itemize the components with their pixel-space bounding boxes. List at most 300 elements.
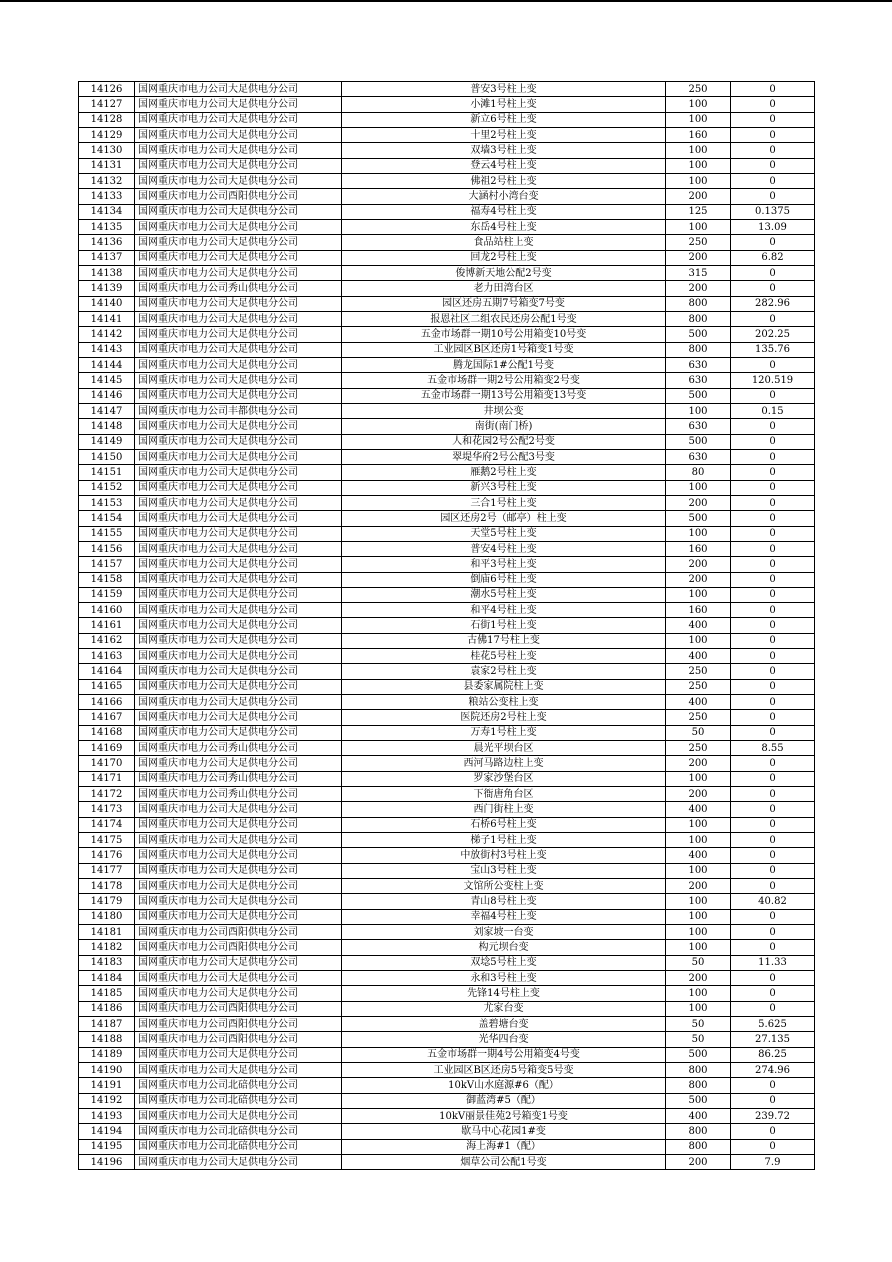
capacity-cell: 100 [666,833,731,848]
transformer-name-cell: 小滩1号柱上变 [342,97,666,112]
value-cell: 202.25 [731,327,815,342]
transformer-name-cell: 五金市场群一期13号公用箱变13号变 [342,388,666,403]
capacity-cell: 100 [666,1001,731,1016]
table-row [79,787,815,802]
value-cell: 86.25 [731,1047,815,1062]
table-row [79,112,815,127]
company-cell: 国网重庆市电力公司大足供电分公司 [135,158,342,173]
row-id-cell: 14129 [79,127,135,142]
transformer-name-cell: 石桥6号柱上变 [342,817,666,832]
company-cell: 国网重庆市电力公司大足供电分公司 [135,848,342,863]
table-row [79,388,815,403]
table-row [79,1139,815,1154]
value-cell: 6.82 [731,250,815,265]
row-id-cell: 14144 [79,357,135,372]
transformer-name-cell: 西门街柱上变 [342,802,666,817]
table-row [79,1093,815,1108]
value-cell: 0 [731,787,815,802]
table-row [79,695,815,710]
row-id-cell: 14143 [79,342,135,357]
company-cell: 国网重庆市电力公司酉阳供电分公司 [135,1001,342,1016]
company-cell: 国网重庆市电力公司秀山供电分公司 [135,741,342,756]
transformer-name-cell: 文馆所公变柱上变 [342,879,666,894]
table-row [79,158,815,173]
table-row [79,511,815,526]
table-row [79,495,815,510]
transformer-name-cell: 永和3号柱上变 [342,971,666,986]
capacity-cell: 630 [666,449,731,464]
row-id-cell: 14162 [79,633,135,648]
table-row [79,771,815,786]
company-cell: 国网重庆市电力公司大足供电分公司 [135,296,342,311]
transformer-name-cell: 10kV山水庭源#6（配） [342,1078,666,1093]
value-cell: 0 [731,940,815,955]
row-id-cell: 14156 [79,541,135,556]
transformer-name-cell: 天堂5号柱上变 [342,526,666,541]
value-cell: 0 [731,235,815,250]
company-cell: 国网重庆市电力公司大足供电分公司 [135,633,342,648]
table-row [79,1078,815,1093]
value-cell: 0 [731,189,815,204]
row-id-cell: 14171 [79,771,135,786]
company-cell: 国网重庆市电力公司大足供电分公司 [135,373,342,388]
transformer-name-cell: 工业园区B区还房1号箱变1号变 [342,342,666,357]
value-cell: 0 [731,97,815,112]
transformer-name-cell: 翠堤华府2号公配3号变 [342,449,666,464]
row-id-cell: 14157 [79,557,135,572]
transformer-name-cell: 雁鹅2号柱上变 [342,465,666,480]
transformer-name-cell: 尤家台变 [342,1001,666,1016]
table-row [79,1001,815,1016]
row-id-cell: 14135 [79,219,135,234]
table-row [79,127,815,142]
row-id-cell: 14193 [79,1108,135,1123]
transformer-name-cell: 双埝5号柱上变 [342,955,666,970]
capacity-cell: 100 [666,403,731,418]
transformer-name-cell: 10kV丽景佳苑2号箱变1号变 [342,1108,666,1123]
transformer-name-cell: 十里2号柱上变 [342,127,666,142]
table-row [79,909,815,924]
company-cell: 国网重庆市电力公司大足供电分公司 [135,986,342,1001]
transformer-name-cell: 和平3号柱上变 [342,557,666,572]
table-row [79,833,815,848]
value-cell: 0 [731,603,815,618]
row-id-cell: 14163 [79,649,135,664]
table-row [79,725,815,740]
company-cell: 国网重庆市电力公司大足供电分公司 [135,710,342,725]
transformer-name-cell: 五金市场群一期10号公用箱变10号变 [342,327,666,342]
value-cell: 0 [731,511,815,526]
value-cell: 40.82 [731,894,815,909]
capacity-cell: 100 [666,526,731,541]
value-cell: 0 [731,802,815,817]
transformer-name-cell: 县委家属院柱上变 [342,679,666,694]
table-row [79,986,815,1001]
row-id-cell: 14179 [79,894,135,909]
table-row [79,1154,815,1169]
capacity-cell: 400 [666,695,731,710]
table-row [79,296,815,311]
value-cell: 0 [731,419,815,434]
row-id-cell: 14189 [79,1047,135,1062]
value-cell: 0 [731,817,815,832]
row-id-cell: 14188 [79,1032,135,1047]
transformer-name-cell: 倒庙6号柱上变 [342,572,666,587]
capacity-cell: 800 [666,1139,731,1154]
value-cell: 239.72 [731,1108,815,1123]
transformer-name-cell: 青山8号柱上变 [342,894,666,909]
transformer-name-cell: 回龙2号柱上变 [342,250,666,265]
value-cell: 27.135 [731,1032,815,1047]
transformer-name-cell: 腾龙国际1#公配1号变 [342,357,666,372]
table-row [79,143,815,158]
row-id-cell: 14151 [79,465,135,480]
company-cell: 国网重庆市电力公司北碚供电分公司 [135,1078,342,1093]
capacity-cell: 400 [666,802,731,817]
row-id-cell: 14130 [79,143,135,158]
value-cell: 0 [731,265,815,280]
value-cell: 0 [731,909,815,924]
row-id-cell: 14185 [79,986,135,1001]
row-id-cell: 14152 [79,480,135,495]
company-cell: 国网重庆市电力公司大足供电分公司 [135,756,342,771]
company-cell: 国网重庆市电力公司大足供电分公司 [135,833,342,848]
value-cell: 0 [731,1124,815,1139]
data-table-container [78,81,814,1170]
table-row [79,189,815,204]
row-id-cell: 14154 [79,511,135,526]
value-cell: 0 [731,695,815,710]
value-cell: 120.519 [731,373,815,388]
table-row [79,1108,815,1123]
table-row [79,587,815,602]
top-rule [0,0,892,2]
table-row [79,357,815,372]
table-row [79,557,815,572]
table-row [79,82,815,97]
row-id-cell: 14160 [79,603,135,618]
capacity-cell: 500 [666,1093,731,1108]
table-row [79,434,815,449]
company-cell: 国网重庆市电力公司大足供电分公司 [135,695,342,710]
row-id-cell: 14167 [79,710,135,725]
table-row [79,480,815,495]
company-cell: 国网重庆市电力公司大足供电分公司 [135,909,342,924]
company-cell: 国网重庆市电力公司大足供电分公司 [135,679,342,694]
company-cell: 国网重庆市电力公司北碚供电分公司 [135,1093,342,1108]
row-id-cell: 14183 [79,955,135,970]
transformer-name-cell: 人和花园2号公配2号变 [342,434,666,449]
transformer-name-cell: 俊博新天地公配2号变 [342,265,666,280]
capacity-cell: 100 [666,143,731,158]
transformer-name-cell: 南街(南门桥) [342,419,666,434]
company-cell: 国网重庆市电力公司秀山供电分公司 [135,787,342,802]
value-cell: 0 [731,173,815,188]
transformer-name-cell: 食品站柱上变 [342,235,666,250]
company-cell: 国网重庆市电力公司大足供电分公司 [135,557,342,572]
capacity-cell: 250 [666,235,731,250]
value-cell: 0 [731,541,815,556]
value-cell: 0 [731,465,815,480]
value-cell: 0 [731,480,815,495]
company-cell: 国网重庆市电力公司大足供电分公司 [135,235,342,250]
company-cell: 国网重庆市电力公司大足供电分公司 [135,1063,342,1078]
capacity-cell: 100 [666,158,731,173]
capacity-cell: 100 [666,173,731,188]
value-cell: 0 [731,281,815,296]
capacity-cell: 200 [666,189,731,204]
capacity-cell: 100 [666,97,731,112]
capacity-cell: 500 [666,1047,731,1062]
capacity-cell: 400 [666,1108,731,1123]
company-cell: 国网重庆市电力公司大足供电分公司 [135,357,342,372]
company-cell: 国网重庆市电力公司大足供电分公司 [135,802,342,817]
row-id-cell: 14172 [79,787,135,802]
value-cell: 0 [731,879,815,894]
table-row [79,327,815,342]
row-id-cell: 14159 [79,587,135,602]
company-cell: 国网重庆市电力公司大足供电分公司 [135,541,342,556]
table-row [79,802,815,817]
company-cell: 国网重庆市电力公司北碚供电分公司 [135,1139,342,1154]
capacity-cell: 100 [666,112,731,127]
row-id-cell: 14150 [79,449,135,464]
value-cell: 0 [731,925,815,940]
company-cell: 国网重庆市电力公司大足供电分公司 [135,204,342,219]
transformer-name-cell: 三合1号柱上变 [342,495,666,510]
row-id-cell: 14142 [79,327,135,342]
table-row [79,281,815,296]
company-cell: 国网重庆市电力公司大足供电分公司 [135,572,342,587]
transformer-name-cell: 井坝公变 [342,403,666,418]
data-table [78,81,815,1170]
table-row [79,403,815,418]
transformer-name-cell: 宝山3号柱上变 [342,863,666,878]
table-row [79,817,815,832]
transformer-name-cell: 幸福4号柱上变 [342,909,666,924]
transformer-name-cell: 海上海#1（配） [342,1139,666,1154]
value-cell: 0 [731,679,815,694]
value-cell: 0 [731,112,815,127]
row-id-cell: 14132 [79,173,135,188]
company-cell: 国网重庆市电力公司大足供电分公司 [135,603,342,618]
capacity-cell: 200 [666,495,731,510]
company-cell: 国网重庆市电力公司大足供电分公司 [135,817,342,832]
capacity-cell: 125 [666,204,731,219]
transformer-name-cell: 园区还房五期7号箱变7号变 [342,296,666,311]
company-cell: 国网重庆市电力公司大足供电分公司 [135,465,342,480]
row-id-cell: 14187 [79,1017,135,1032]
transformer-name-cell: 万寿1号柱上变 [342,725,666,740]
value-cell: 135.76 [731,342,815,357]
value-cell: 0 [731,449,815,464]
value-cell: 0 [731,633,815,648]
transformer-name-cell: 桂花5号柱上变 [342,649,666,664]
capacity-cell: 50 [666,1017,731,1032]
row-id-cell: 14138 [79,265,135,280]
transformer-name-cell: 西河马路边柱上变 [342,756,666,771]
transformer-name-cell: 老力田湾台区 [342,281,666,296]
table-body [79,82,815,1170]
row-id-cell: 14147 [79,403,135,418]
transformer-name-cell: 粮站公变柱上变 [342,695,666,710]
company-cell: 国网重庆市电力公司酉阳供电分公司 [135,1032,342,1047]
value-cell: 0 [731,388,815,403]
row-id-cell: 14184 [79,971,135,986]
company-cell: 国网重庆市电力公司酉阳供电分公司 [135,189,342,204]
company-cell: 国网重庆市电力公司大足供电分公司 [135,327,342,342]
company-cell: 国网重庆市电力公司大足供电分公司 [135,250,342,265]
capacity-cell: 200 [666,250,731,265]
row-id-cell: 14169 [79,741,135,756]
table-row [79,250,815,265]
row-id-cell: 14134 [79,204,135,219]
transformer-name-cell: 大涵村小湾台变 [342,189,666,204]
transformer-name-cell: 医院还房2号柱上变 [342,710,666,725]
row-id-cell: 14175 [79,833,135,848]
row-id-cell: 14128 [79,112,135,127]
transformer-name-cell: 先锋14号柱上变 [342,986,666,1001]
company-cell: 国网重庆市电力公司秀山供电分公司 [135,771,342,786]
company-cell: 国网重庆市电力公司大足供电分公司 [135,219,342,234]
row-id-cell: 14181 [79,925,135,940]
row-id-cell: 14195 [79,1139,135,1154]
value-cell: 0 [731,587,815,602]
capacity-cell: 100 [666,909,731,924]
transformer-name-cell: 梯子1号柱上变 [342,833,666,848]
value-cell: 0 [731,1001,815,1016]
company-cell: 国网重庆市电力公司大足供电分公司 [135,265,342,280]
table-row [79,311,815,326]
value-cell: 0 [731,848,815,863]
value-cell: 0 [731,833,815,848]
company-cell: 国网重庆市电力公司大足供电分公司 [135,955,342,970]
table-row [79,863,815,878]
company-cell: 国网重庆市电力公司大足供电分公司 [135,618,342,633]
table-row [79,940,815,955]
value-cell: 0 [731,158,815,173]
capacity-cell: 250 [666,741,731,756]
row-id-cell: 14176 [79,848,135,863]
value-cell: 0 [731,1093,815,1108]
value-cell: 0 [731,725,815,740]
transformer-name-cell: 普安3号柱上变 [342,82,666,97]
table-row [79,419,815,434]
company-cell: 国网重庆市电力公司酉阳供电分公司 [135,940,342,955]
row-id-cell: 14153 [79,495,135,510]
capacity-cell: 50 [666,955,731,970]
row-id-cell: 14180 [79,909,135,924]
table-row [79,235,815,250]
capacity-cell: 800 [666,1124,731,1139]
table-row [79,373,815,388]
transformer-name-cell: 登云4号柱上变 [342,158,666,173]
value-cell: 0 [731,971,815,986]
capacity-cell: 630 [666,357,731,372]
transformer-name-cell: 构元坝台变 [342,940,666,955]
capacity-cell: 500 [666,434,731,449]
capacity-cell: 400 [666,848,731,863]
capacity-cell: 100 [666,771,731,786]
table-row [79,664,815,679]
table-row [79,848,815,863]
company-cell: 国网重庆市电力公司丰都供电分公司 [135,403,342,418]
value-cell: 0.15 [731,403,815,418]
row-id-cell: 14173 [79,802,135,817]
transformer-name-cell: 古佛17号柱上变 [342,633,666,648]
table-row [79,633,815,648]
table-row [79,526,815,541]
row-id-cell: 14170 [79,756,135,771]
table-row [79,894,815,909]
row-id-cell: 14182 [79,940,135,955]
value-cell: 11.33 [731,955,815,970]
row-id-cell: 14145 [79,373,135,388]
capacity-cell: 800 [666,1078,731,1093]
company-cell: 国网重庆市电力公司大足供电分公司 [135,127,342,142]
table-row [79,971,815,986]
table-row [79,955,815,970]
company-cell: 国网重庆市电力公司大足供电分公司 [135,143,342,158]
capacity-cell: 800 [666,311,731,326]
row-id-cell: 14190 [79,1063,135,1078]
capacity-cell: 800 [666,296,731,311]
capacity-cell: 200 [666,787,731,802]
company-cell: 国网重庆市电力公司大足供电分公司 [135,342,342,357]
row-id-cell: 14177 [79,863,135,878]
value-cell: 0 [731,357,815,372]
row-id-cell: 14166 [79,695,135,710]
table-row [79,756,815,771]
capacity-cell: 100 [666,940,731,955]
table-row [79,741,815,756]
capacity-cell: 800 [666,1063,731,1078]
row-id-cell: 14137 [79,250,135,265]
company-cell: 国网重庆市电力公司大足供电分公司 [135,449,342,464]
value-cell: 0 [731,82,815,97]
table-row [79,618,815,633]
row-id-cell: 14194 [79,1124,135,1139]
row-id-cell: 14127 [79,97,135,112]
capacity-cell: 160 [666,541,731,556]
transformer-name-cell: 潮水5号柱上变 [342,587,666,602]
transformer-name-cell: 下衙唐角台区 [342,787,666,802]
capacity-cell: 100 [666,863,731,878]
value-cell: 13.09 [731,219,815,234]
company-cell: 国网重庆市电力公司酉阳供电分公司 [135,1017,342,1032]
company-cell: 国网重庆市电力公司大足供电分公司 [135,725,342,740]
value-cell: 0 [731,986,815,1001]
row-id-cell: 14174 [79,817,135,832]
row-id-cell: 14133 [79,189,135,204]
transformer-name-cell: 报恩社区二组农民还房公配1号变 [342,311,666,326]
value-cell: 0 [731,618,815,633]
transformer-name-cell: 罗家沙堡台区 [342,771,666,786]
capacity-cell: 50 [666,725,731,740]
table-row [79,1047,815,1062]
row-id-cell: 14149 [79,434,135,449]
transformer-name-cell: 光华四台变 [342,1032,666,1047]
value-cell: 0 [731,434,815,449]
company-cell: 国网重庆市电力公司大足供电分公司 [135,480,342,495]
table-row [79,572,815,587]
value-cell: 0 [731,756,815,771]
capacity-cell: 500 [666,388,731,403]
value-cell: 0 [731,572,815,587]
table-row [79,679,815,694]
transformer-name-cell: 刘家坡一台变 [342,925,666,940]
company-cell: 国网重庆市电力公司大足供电分公司 [135,511,342,526]
